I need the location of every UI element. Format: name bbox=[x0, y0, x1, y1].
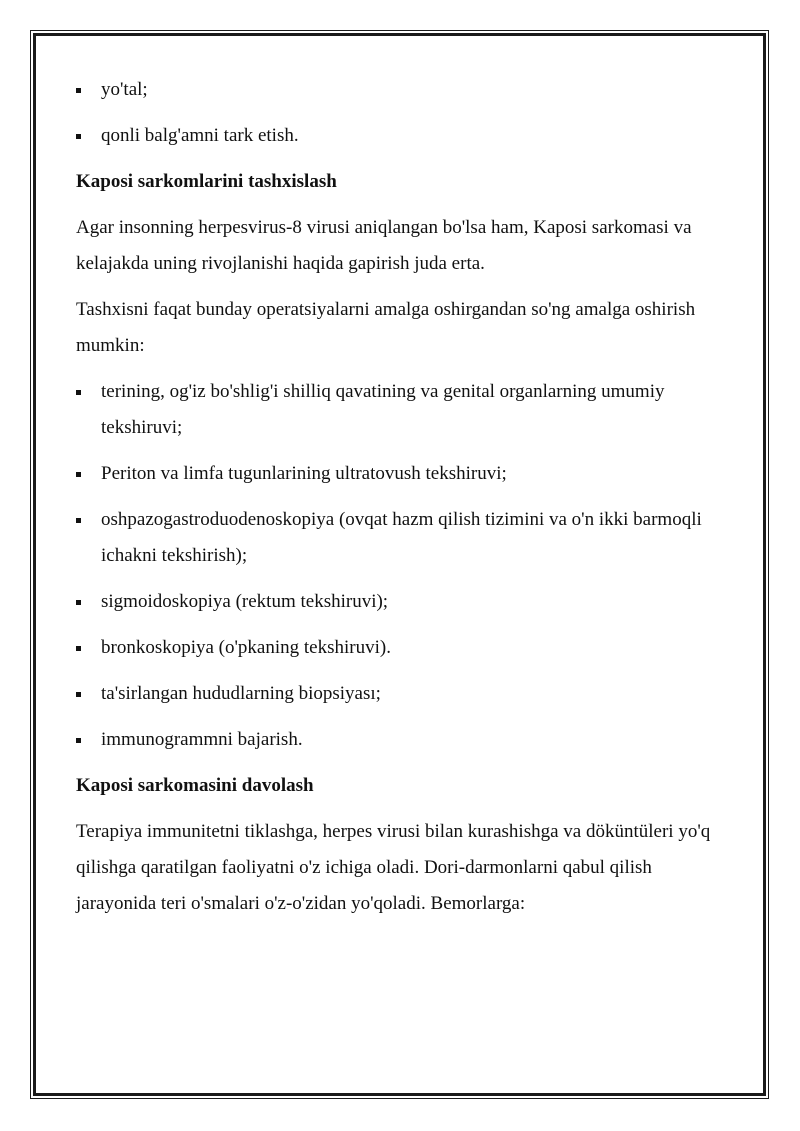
list-item-text: Periton va limfa tugunlarining ultratovush tekshiruvi; bbox=[101, 463, 507, 484]
list-item-text: sigmoidoskopiya (rektum tekshiruvi); bbox=[101, 591, 389, 612]
list-item bbox=[76, 722, 716, 758]
bullet-icon bbox=[76, 88, 81, 93]
list-item-text: ta'sirlangan hududlarning biopsiyası; bbox=[101, 683, 381, 704]
paragraph-treatment: Terapiya immunitetni tiklashga, herpes virusi bilan kurashishga va döküntüleri yo'q qilishga qaratilgan faoliyatni o'z ichiga oladi. Dori-darmonlarni qabul qilish jarayonida teri o'smalari o'z-o'zidan yo'qoladi. Bemorlarga: bbox=[76, 821, 711, 914]
paragraph-diagnosis-2: Tashxisni faqat bunday operatsiyalarni amalga oshirgandan so'ng amalga oshirish mumkin: bbox=[76, 299, 696, 356]
list-item bbox=[76, 630, 716, 666]
list-item bbox=[76, 374, 716, 446]
document-body bbox=[76, 72, 716, 932]
list-item bbox=[76, 584, 716, 620]
list-item-text: immunogrammni bajarish. bbox=[101, 729, 303, 750]
symptom-list bbox=[76, 72, 716, 154]
bullet-icon bbox=[76, 472, 81, 477]
paragraph-diagnosis-1: Agar insonning herpesvirus-8 virusi aniqlangan bo'lsa ham, Kaposi sarkomasi va kelajakda uning rivojlanishi haqida gapirish juda erta. bbox=[76, 217, 692, 274]
heading-diagnosis: Kaposi sarkomlarini tashxislash bbox=[76, 171, 337, 192]
procedure-list bbox=[76, 374, 716, 758]
bullet-icon bbox=[76, 738, 81, 743]
list-item-text: terining, og'iz bo'shlig'i shilliq qavatining va genital organlarning umumiy tekshiruvi; bbox=[101, 381, 665, 438]
list-item-text: qonli balg'amni tark etish. bbox=[101, 125, 299, 146]
bullet-icon bbox=[76, 518, 81, 523]
bullet-icon bbox=[76, 646, 81, 651]
list-item bbox=[76, 72, 716, 108]
list-item bbox=[76, 676, 716, 712]
list-item bbox=[76, 502, 716, 574]
list-item-text: oshpazogastroduodenoskopiya (ovqat hazm qilish tizimini va o'n ikki barmoqli ichakni tekshirish); bbox=[101, 509, 702, 566]
bullet-icon bbox=[76, 134, 81, 139]
heading-treatment: Kaposi sarkomasini davolash bbox=[76, 775, 314, 796]
list-item bbox=[76, 456, 716, 492]
list-item bbox=[76, 118, 716, 154]
bullet-icon bbox=[76, 390, 81, 395]
list-item-text: yo'tal; bbox=[101, 79, 148, 100]
bullet-icon bbox=[76, 600, 81, 605]
list-item-text: bronkoskopiya (o'pkaning tekshiruvi). bbox=[101, 637, 391, 658]
bullet-icon bbox=[76, 692, 81, 697]
